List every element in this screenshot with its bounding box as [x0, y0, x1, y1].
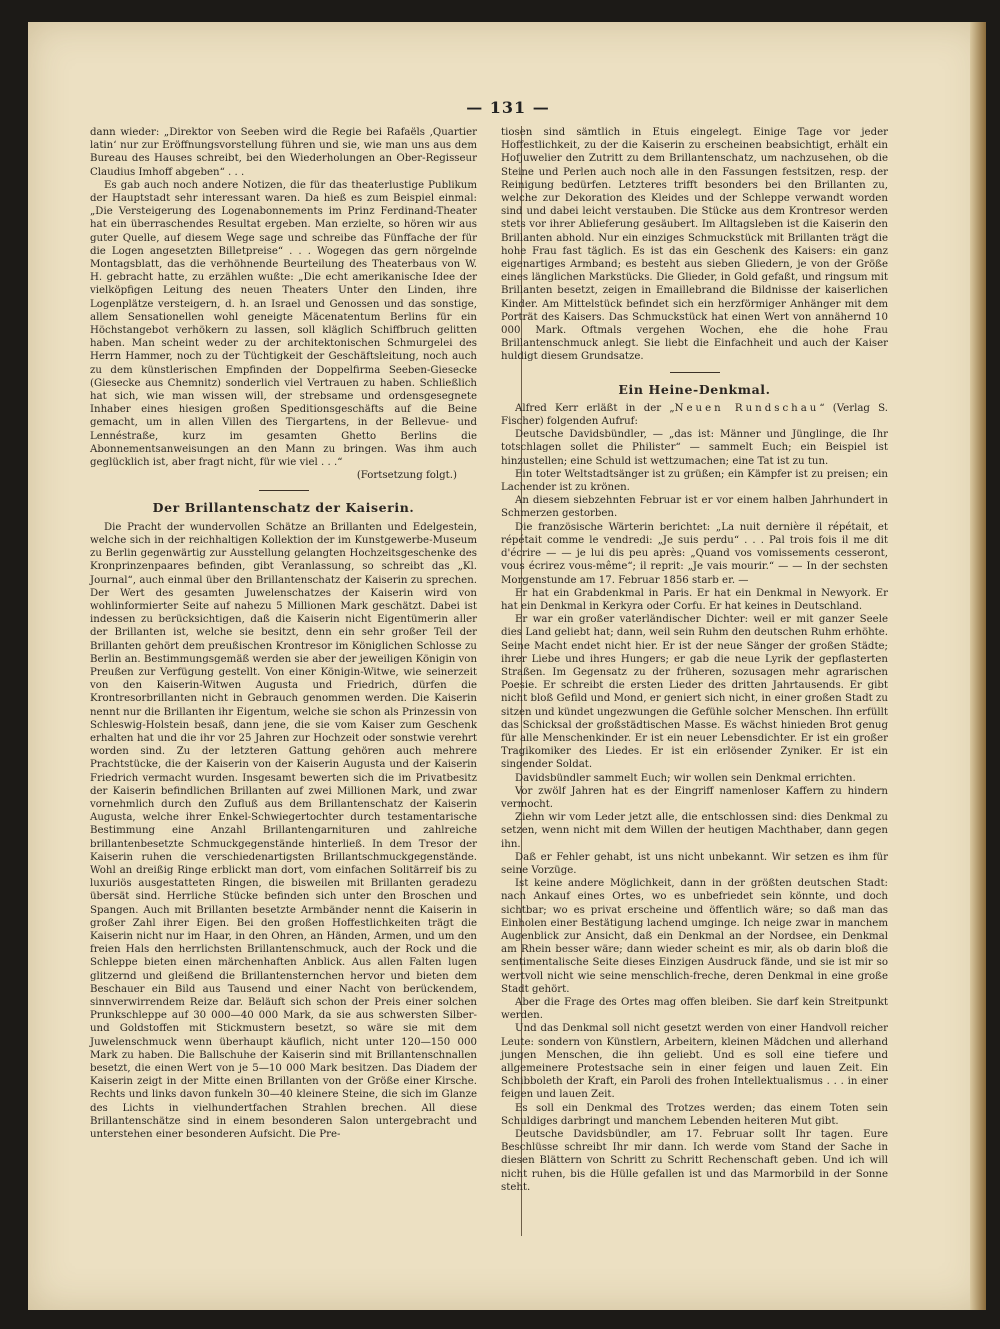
call-paragraph: Daß er Fehler gehabt, ist uns nicht unbekannt. Wir setzen es ihm für seine Vorzüge. — [501, 851, 888, 876]
left-column — [90, 126, 477, 1141]
call-paragraph: Und das Denkmal soll nicht gesetzt werden von einer Handvoll reicher Leute: sondern von Künstlern, Arbeitern, kleinen Mädchen und allerhand jungen Menschen, die ihn geliebt. Und es soll eine tiefere und allgemeinere Protestsache sein in einer feigen und lauen Zeit. Ein Schibboleth der Kraft, ein Paroli des frohen Intellektualismus . . . in einer feigen und lauen Zeit. — [501, 1023, 888, 1101]
right-column — [501, 126, 888, 1194]
call-paragraph: Ziehn wir vom Leder jetzt alle, die entschlossen sind: dies Denkmal zu setzen, wenn nicht mit dem Willen der heutigen Machthaber, dann gegen ihn. — [501, 812, 888, 850]
continuation-note: (Fortsetzung folgt.) — [356, 470, 457, 482]
article-heading-heine-denkmal: Ein Heine-Denkmal. — [618, 381, 771, 397]
section-separator — [259, 490, 309, 491]
call-paragraph: Deutsche Davidsbündler, am 17. Februar sollt Ihr tagen. Eure Beschlüsse schreibt Ihr mir dann. Ich werde vom Stand der Sache in diesen Blättern von Schritt zu Schritt Rechenschaft geben. Und ich will nicht ruhen, bis die Hülle gefallen ist und das Marmorbild in der Sonne steht. — [501, 1129, 888, 1193]
newspaper-page — [28, 22, 986, 1310]
right-paragraph: tiosen sind sämtlich in Etuis eingelegt. Einige Tage vor jeder Hoffestlichkeit, zu der die Kaiserin zu erscheinen beabsichtigt, erhält ein Hofjuwelier den Zutritt zu dem Brillantenschatz, um nachzusehen, ob die Steine und Perlen auch noch alle in den Fassungen festsitzen, resp. der Reinigung bedürfen. Letzteres trifft besonders bei den Brillanten zu, welche zur Dekoration des Kleides und der Schleppe verwandt worden sind und dabei leicht verstauben. Die Stücke aus dem Krontresor werden stets vor ihrer Ablieferung gesäubert. Im Alltagsleben ist die Kaiserin den Brillanten abhold. Nur ein einziges Schmuckstück mit Brillanten trägt die hohe Frau fast täglich. Es ist das ein Geschenk des Kaisers: ein ganz eigenartiges Armband; es besteht aus sieben Gliedern, je von der Größe eines länglichen Markstücks. Die Glieder, in Gold gefaßt, und ringsum mit Brillanten besetzt, zeigen in Emaillebrand die Bildnisse der kaiserlichen Kinder. Am Mittelstück befindet sich ein herzförmiger Anhänger mit dem Porträt des Kaisers. Das Schmuckstück hat einen Wert von annähernd 10 000 Mark. Oftmals vergehen Wochen, ehe die hohe Frau Brillantenschmuck anlegt. Sie liebt die Einfachheit und auch der Kaiser huldigt diesem Grundsatze. — [501, 127, 888, 363]
intro-paragraph — [501, 402, 888, 428]
intro-publication-title: Neuen Rundschau — [674, 402, 820, 414]
call-paragraph: An diesem siebzehnten Februar ist er vor einem halben Jahrhundert in Schmerzen gestorben. — [501, 495, 888, 520]
intro-after: “ (Verlag S. Fischer) folgenden Aufruf: — [501, 402, 888, 428]
call-paragraph: Aber die Frage des Ortes mag offen bleiben. Sie darf kein Streitpunkt werden. — [501, 997, 888, 1022]
call-paragraph: Vor zwölf Jahren hat es der Eingriff namenloser Kaffern zu hindern vermocht. — [501, 785, 888, 810]
left-paragraph: dann wieder: „Direktor von Seeben wird die Regie bei Rafaëls ‚Quartier latin‘ nur zur Eröffnungsvorstellung führen und sie, wie man uns aus dem Bureau des Hauses schreibt, bei den Wiederholungen an Ober-Regisseur Claudius Imhoff abgeben“ . . . — [90, 127, 477, 178]
intro-before: Alfred Kerr erläßt in der „ — [515, 402, 675, 414]
call-paragraph: Es soll ein Denkmal des Trotzes werden; das einem Toten sein Schuldiges darbringt und manchem Lebenden heiteren Mut gibt. — [501, 1102, 888, 1127]
article-heading-brillantenschatz: Der Brillantenschatz der Kaiserin. — [152, 500, 415, 516]
call-paragraph: Ein toter Weltstadtsänger ist zu grüßen; ein Kämpfer ist zu preisen; ein Lachender ist zu krönen. — [501, 468, 888, 494]
call-paragraph: Davidsbündler sammelt Euch; wir wollen sein Denkmal errichten. — [515, 772, 856, 784]
call-paragraph: Er hat ein Grabdenkmal in Paris. Er hat ein Denkmal in Newyork. Er hat ein Denkmal in Kerkyra oder Corfu. Er hat keines in Deutschland. — [501, 587, 888, 612]
call-paragraph: Ist keine andere Möglichkeit, dann in der größten deutschen Stadt: nach Ankauf eines Ortes, wo es unbefriedet sein könnte, und doch sichtbar; wo es privat erscheine und öffentlich wäre; so daß man das Einholen einer Bestätigung lachend umginge. Ich neige zwar in manchem Augenblick zur Ansicht, daß ein Denkmal an der Nordsee, ein Denkmal am Rhein besser wäre; dann wieder scheint es mir, als ob darin bloß die sentimentalische Seite dieses Einzigen Ausdruck fände, und sie ist mir so wertvoll nicht wie seine menschlich-freche, deren Denkmal in eine große Stadt gehört. — [501, 878, 888, 995]
article-paragraph: Die Pracht der wundervollen Schätze an Brillanten und Edelgestein, welche sich in der reichhaltigen Kollektion der im Kunstgewerbe-Museum zu Berlin gegenwärtig zur Ausstellung gelangten Hochzeitsgeschenke des Kronprinzenpaares befinden, gibt Veranlassung, so schreibt das „Kl. Journal“, auch einmal über den Brillantenschatz der Kaiserin zu sprechen. Der Wert des gesamten Juwelenschatzes der Kaiserin wird von wohlinformierter Seite auf nahezu 5 Millionen Mark geschätzt. Dabei ist indessen zu berücksichtigen, daß die Kaiserin nicht Eigentümerin aller der Brillanten ist, welche sie besitzt, denn ein sehr großer Teil der Brillanten gehört dem preußischen Krontresor im Königlichen Schlosse zu Berlin an. Bestimmungsgemäß werden sie aber der jeweiligen Königin von Preußen zur Verfügung gestellt. Von einer Königin-Witwe, wie seinerzeit von den Kaiserin-Witwen Augusta und Friedrich, dürfen die Krontresorbrillanten nicht in Gebrauch genommen werden. Die Kaiserin nennt nur die Brillanten ihr Eigentum, welche sie schon als Prinzessin von Schleswig-Holstein besaß, dann jene, die sie vom Kaiser zum Geschenk erhalten hat und die ihr vor 25 Jahren zur Hochzeit oder sonstwie verehrt worden sind. Zu der letzteren Gattung gehören auch mehrere Prachtstücke, die der Kaiserin von der Kaiserin Augusta und der Kaiserin Friedrich vermacht wurden. Insgesamt bewerten sich die im Privatbesitz der Kaiserin befindlichen Brillanten auf zwei Millionen Mark, und zwar vornehmlich durch den Zufluß aus dem Brillantenschatz der Kaiserin Augusta, welche ihrer Enkel-Schwiegertochter durch testamentarische Bestimmung eine Anzahl Brillantengarnituren und zahlreiche brillantenbesetzte Schmuckgegenstände hinterließ. In dem Tresor der Kaiserin ruhen die verschiedenartigsten Brillantschmuckgegenstände. Wohl an dreißig Ringe erblickt man dort, vom einfachen Solitärreif bis zu luxuriös ausgestatteten Ringen, die bisweilen mit Brillanten geradezu übersät sind. Herrliche Stücke befinden sich unter den Broschen und Spangen. Auch mit Brillanten besetzte Armbänder nennt die Kaiserin in großer Zahl ihrer Eigen. Bei den großen Hoffestlichkeiten trägt die Kaiserin nicht nur im Haar, in den Ohren, an Händen, Armen, und um den freien Hals den herrlichsten Brillantenschmuck, auch der Rock und die Schleppe bieten einen märchenhaften Anblick. Aus allen Falten lugen glitzernd und gleißend die Brillantensternchen hervor und bieten dem Beschauer ein Bild aus Tausend und einer Nacht von berückendem, sinnverwirrendem Reize dar. Beläuft sich schon der Preis einer solchen Prunkschleppe auf 30 000—40 000 Mark, da sie aus schwersten Silber- und Goldstoffen mit Stickmustern besetzt, so wäre sie mit dem Juwelenschmuck wenn überhaupt käuflich, nicht unter 120—150 000 Mark zu haben. Die Ballschuhe der Kaiserin sind mit Brillantenschnallen besetzt, die einen Wert von je 5—10 000 Mark besitzen. Das Diadem der Kaiserin zeigt in der Mitte einen Brillanten von der Größe einer Kirsche. Rechts und links davon funkeln 30—40 kleinere Steine, die sich im Glanze des Lichts in vielhundertfachen Strahlen brechen. All diese Brillantenschätze sind in einem besonderen Salon untergebracht und unterstehen einer besonderen Aufsicht. Die Pre- — [90, 521, 477, 1141]
call-paragraph: Deutsche Davidsbündler, — „das ist: Männer und Jünglinge, die Ihr totschlagen sollet die Philister“ — sammelt Euch; ein Beispiel ist hinzustellen; eine Schuld ist wettzumachen; eine Tat ist zu tun. — [501, 429, 888, 467]
section-separator — [670, 372, 720, 373]
page-edge-shadow — [970, 22, 986, 1310]
call-paragraph: Die französische Wärterin berichtet: „La nuit dernière il répétait, et répétait comme le vendredi: „Je suis perdu“ . . . Pal trois fois il me dit d'écrire — — je lui dis peu après: „Quand vos vomissements cesseront, vous écrirez vous-même“; il reprit: „Je vais mourir.“ — — In der sechsten Morgenstunde am 17. Februar 1856 starb er. — — [501, 521, 888, 586]
page-number: — 131 — — [466, 98, 550, 117]
call-paragraph: Er war ein großer vaterländischer Dichter: weil er mit ganzer Seele dies Land geliebt hat; dann, weil sein Ruhm den deutschen Ruhm erhöhte. Seine Macht endet nicht hier. Er ist der neue Sänger der großen Städte; ihrer Liebe und ihres Hungers; er gab die neue Lyrik der gepflasterten Straßen. Im Gegensatz zu der früheren, sozusagen mehr agrarischen Poesie. Er schreibt die ersten Lieder des dritten Jahrtausends. Er gibt nicht bloß Gefild und Mond, er geniert sich nicht, in einer großen Stadt zu sitzen und kündet ungezwungen die Gefühle solcher Menschen. Ihn erfüllt das Schicksal der großstädtischen Masse. Es wächst hinieden Brot genug für alle Menschenkinder. Er ist ein neuer Lebensdichter. Er ist ein großer Tragikomiker des Liedes. Er ist ein erlösender Zyniker. Er ist ein singender Soldat. — [501, 614, 888, 771]
left-paragraph: Es gab auch noch andere Notizen, die für das theaterlustige Publikum der Hauptstadt sehr interessant waren. Da hieß es zum Beispiel einmal: „Die Versteigerung des Logenabonnements im Prinz Ferdinand-Theater hat ein überraschendes Resultat ergeben. Man erzielte, so hören wir aus guter Quelle, auf diesem Wege sage und schreibe das Fünffache der für die Logen angesetzten Billetpreise“ . . . Wogegen das gern nörgelnde Montagsblatt, das die verhöhnende Beurteilung des Theaterbaus von W. H. gebracht hatte, zu erzählen wußte: „Die echt amerikanische Idee der vielköpfigen Leitung des neuen Theaters Unter den Linden, ihre Logenplätze versteigern, d. h. an Israel und Genossen und das sonstige, allem Sensationellen wohl geneigte Mäcenatentum Berlins für ein Höchstangebot verhökern zu lassen, soll kläglich Schiffbruch gelitten haben. Man scheint weder zu der architektonischen Schmurgelei des Herrn Hammer, noch zu der Tüchtigkeit der Geschäftsleitung, noch auch zu dem künstlerischen Empfinden der Doppelfirma Seeben-Giesecke (Giesecke aus Chemnitz) sonderlich viel Vertrauen zu haben. Schließlich hat sich, wie man wissen will, der strebsame und ordensgesegnete Inhaber eines hiesigen großen Speditionsgeschäfts auf die Beine gemacht, um in allen Villen des Tiergartens, in der Bellevue- und Lennéstraße, kurz im gesamten Ghetto Berlins die Abonnementsanweisungen an den Mann zu bringen. Was ihm auch geglücklich ist, aber fragt nicht, für wie viel . . .“ — [90, 179, 477, 469]
